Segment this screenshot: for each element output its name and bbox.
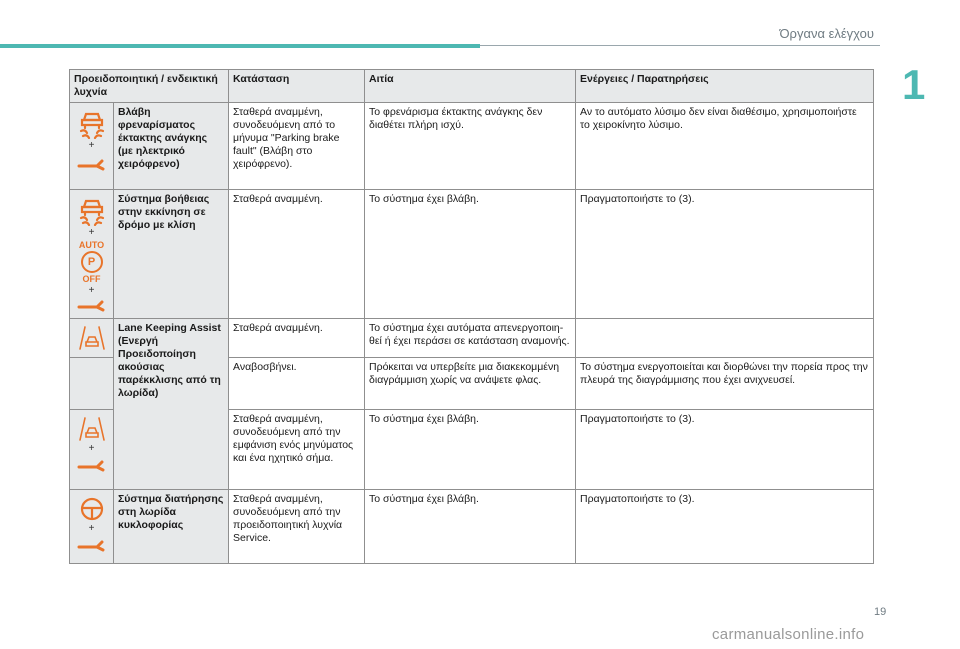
page-number: 19 (874, 606, 887, 618)
table-row (70, 490, 874, 564)
emergency-braking-icon (78, 109, 106, 139)
lamp-name: Σύστημα διατήρησης στη λωρίδα κυκλοφορίας (114, 490, 229, 564)
action-cell: Πραγματοποιήστε το (3). (576, 190, 874, 319)
table-row (70, 190, 874, 319)
lamp-icon-cell (70, 319, 114, 358)
wrench-icon (77, 458, 107, 472)
action-cell (576, 319, 874, 358)
plus-sign: + (88, 523, 95, 534)
lamp-icon-cell (70, 358, 114, 410)
cause-cell: Το σύστημα έχει βλάβη. (365, 490, 576, 564)
plus-sign: + (88, 227, 95, 238)
plus-sign: + (88, 140, 95, 151)
cause-cell: Το σύστημα έχει αυτόματα απενεργοποιη- θεί ή έχει περάσει σε κατάσταση αναμονής. (365, 319, 576, 358)
auto-label: AUTO (78, 240, 105, 250)
state-cell: Σταθερά αναμμένη, συνοδευόμενη από την εμφάνιση ενός μηνύματος και ένα ηχητικό σήμα. (229, 410, 365, 490)
table-row (70, 103, 874, 190)
lane-keeping-icon (78, 416, 106, 442)
action-cell: Αν το αυτόματο λύσιμο δεν είναι διαθέσιμο, χρησιμοποιήστε το χειροκίνητο λύσιμο. (576, 103, 874, 190)
column-header-action: Ενέργειες / Παρατηρήσεις (576, 70, 874, 103)
plus-sign: + (88, 285, 95, 296)
hill-start-assist-icon (78, 196, 106, 226)
table-header-row (70, 70, 874, 103)
lamp-icon-cell (70, 490, 114, 564)
lamp-icon-cell (70, 410, 114, 490)
parking-p-icon: P (81, 251, 103, 273)
action-cell: Το σύστημα ενεργοποιείται και διορθώνει την πορεία προς την πλευρά της διαγράμμισης που έχει ανιχνευσεί. (576, 358, 874, 410)
state-cell: Σταθερά αναμμένη, συνοδευόμενη από την προειδοποιητική λυχνία Service. (229, 490, 365, 564)
cause-cell: Το σύστημα έχει βλάβη. (365, 190, 576, 319)
header-accent-bar (0, 44, 480, 48)
off-label: OFF (82, 274, 101, 284)
cause-cell: Το φρενάρισμα έκτακτης ανάγκης δεν διαθέτει πλήρη ισχύ. (365, 103, 576, 190)
action-cell: Πραγματοποιήστε το (3). (576, 490, 874, 564)
steering-wheel-icon (79, 496, 105, 522)
wrench-icon (77, 298, 107, 312)
lamp-name: Βλάβη φρεναρίσματος έκτακτης ανάγκης (με ηλεκτρικό χειρόφρενο) (114, 103, 229, 190)
chapter-number: 1 (902, 61, 926, 108)
chapter-title: Όργανα ελέγχου (779, 26, 874, 41)
wrench-icon (77, 157, 107, 171)
lamp-icon-cell (70, 190, 114, 319)
lamp-name: Lane Keeping Assist (Ενεργή Προειδοποίηση ακούσιας παρέκκλισης από τη λωρίδα) (114, 319, 229, 490)
cause-cell: Πρόκειται να υπερβείτε μια διακεκομμένη διαγράμμιση χωρίς να ανάψετε φλας. (365, 358, 576, 410)
state-cell: Σταθερά αναμμένη. (229, 190, 365, 319)
watermark[interactable]: carmanualsonline.info (712, 626, 865, 643)
lane-keeping-icon (78, 325, 106, 351)
table-row (70, 319, 874, 358)
state-cell: Σταθερά αναμμένη. (229, 319, 365, 358)
warning-lamps-table (69, 69, 874, 564)
state-cell: Σταθερά αναμμένη, συνοδευόμενη από το μήνυμα "Parking brake fault" (Βλάβη στο χειρόφρενο). (229, 103, 365, 190)
lamp-name: Σύστημα βοήθειας στην εκκίνηση σε δρόμο με κλίση (114, 190, 229, 319)
plus-sign: + (88, 443, 95, 454)
column-header-cause: Αιτία (365, 70, 576, 103)
header-rule (480, 45, 880, 46)
column-header-lamp: Προειδοποιητική / ενδεικτική λυχνία (70, 70, 229, 103)
column-header-state: Κατάσταση (229, 70, 365, 103)
cause-cell: Το σύστημα έχει βλάβη. (365, 410, 576, 490)
lamp-icon-cell (70, 103, 114, 190)
wrench-icon (77, 538, 107, 552)
action-cell: Πραγματοποιήστε το (3). (576, 410, 874, 490)
state-cell: Αναβοσβήνει. (229, 358, 365, 410)
